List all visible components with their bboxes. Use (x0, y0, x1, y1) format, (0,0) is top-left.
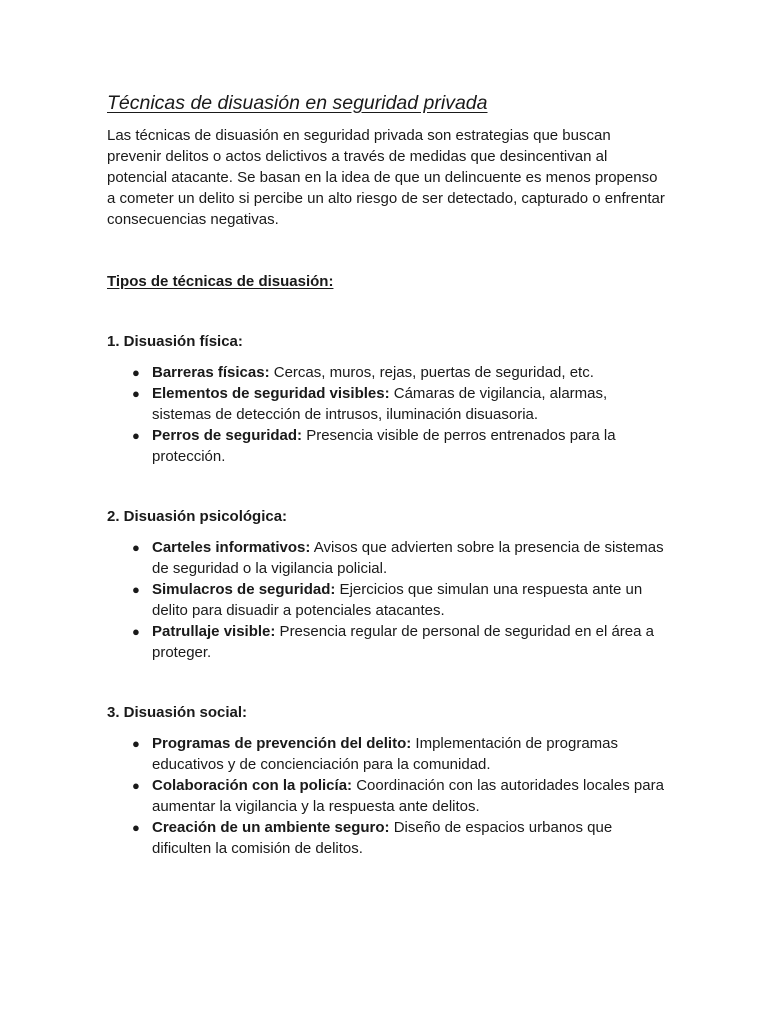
item-text: Cámaras de vigilancia, alarmas, sistemas de detección de intrusos, iluminación disuasoria. (152, 385, 608, 423)
list-item (107, 817, 667, 859)
item-text: Coordinación con las autoridades locales para aumentar la vigilancia y la respuesta ante delitos. (152, 777, 664, 815)
bullet-icon: ● (132, 778, 140, 793)
document-title: Técnicas de disuasión en seguridad privada (107, 92, 488, 114)
item-label: Simulacros de seguridad: (152, 581, 336, 598)
section-fisica (107, 331, 667, 467)
list-item (107, 733, 667, 775)
item-label: Creación de un ambiente seguro: (152, 819, 390, 836)
bullet-list (107, 733, 667, 859)
item-label: Colaboración con la policía: (152, 777, 353, 794)
item-text: Implementación de programas educativos y de concienciación para la comunidad. (152, 735, 619, 773)
item-text: Avisos que advierten sobre la presencia de sistemas de seguridad o la vigilancia policial. (152, 539, 664, 577)
bullet-icon: ● (132, 624, 140, 639)
section-heading: 1. Disuasión física: (107, 333, 243, 350)
list-item (107, 537, 667, 579)
types-heading: Tipos de técnicas de disuasión: (107, 273, 334, 290)
item-text: Presencia regular de personal de seguridad en el área a proteger. (152, 623, 654, 661)
list-item (107, 579, 667, 621)
list-item (107, 383, 667, 425)
item-text: Ejercicios que simulan una respuesta ante un delito para disuadir a potenciales atacantes. (152, 581, 643, 619)
intro-paragraph: Las técnicas de disuasión en seguridad privada son estrategias que buscan prevenir delitos o actos delictivos a través de medidas que desincentivan al potencial atacante. Se basan en la idea de que un delincuente es menos propenso a cometer un delito si percibe un alto riesgo de ser detectado, capturado o enfrentar consecuencias negativas. (107, 127, 665, 228)
bullet-icon: ● (132, 365, 140, 380)
list-item (107, 425, 667, 467)
bullet-icon: ● (132, 428, 140, 443)
item-text: Diseño de espacios urbanos que dificulten la comisión de delitos. (152, 819, 613, 857)
item-label: Carteles informativos: (152, 539, 311, 556)
section-psicologica (107, 506, 667, 663)
section-social (107, 702, 667, 859)
section-heading: 3. Disuasión social: (107, 704, 248, 721)
document-page (107, 88, 667, 859)
bullet-icon: ● (132, 582, 140, 597)
item-text: Cercas, muros, rejas, puertas de seguridad, etc. (269, 364, 594, 381)
bullet-icon: ● (132, 386, 140, 401)
item-label: Perros de seguridad: (152, 427, 303, 444)
item-label: Barreras físicas: (152, 364, 270, 381)
bullet-icon: ● (132, 736, 140, 751)
list-item (107, 621, 667, 663)
item-label: Programas de prevención del delito: (152, 735, 412, 752)
item-text: Presencia visible de perros entrenados para la protección. (152, 427, 616, 465)
bullet-list (107, 537, 667, 663)
bullet-icon: ● (132, 820, 140, 835)
list-item (107, 775, 667, 817)
list-item (107, 362, 667, 383)
bullet-list (107, 362, 667, 467)
bullet-icon: ● (132, 540, 140, 555)
item-label: Patrullaje visible: (152, 623, 276, 640)
item-label: Elementos de seguridad visibles: (152, 385, 390, 402)
section-heading: 2. Disuasión psicológica: (107, 508, 288, 525)
